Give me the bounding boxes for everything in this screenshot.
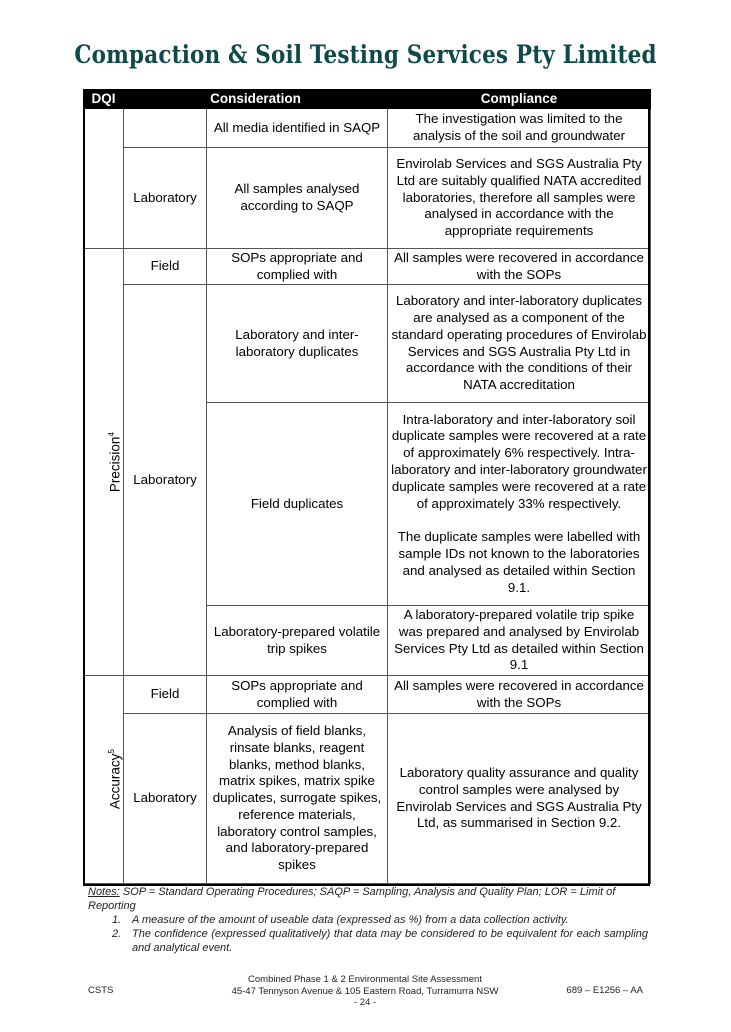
dqi-accuracy: Accuracy$^5$ <box>84 676 124 884</box>
sub-cell: Laboratory <box>124 714 207 884</box>
compliance-cell: Laboratory quality assurance and quality control samples were analysed by Envirolab Services and SGS Australia Pty Ltd, as summarised in Section 9.2. <box>388 714 651 884</box>
note-item: 1. A measure of the amount of useable data (expressed as %) from a data collection activity. <box>112 914 569 926</box>
sub-cell: Field <box>124 249 207 285</box>
footer-right: 689 – E1256 – AA <box>566 985 643 996</box>
compliance-cell: Envirolab Services and SGS Australia Pty Ltd are suitably qualified NATA accredited laboratories, therefore all samples were analysed in accordance with the appropriate requirements <box>388 148 651 249</box>
sub-cell: Laboratory <box>124 148 207 249</box>
notes-section <box>88 885 648 955</box>
consideration-cell: SOPs appropriate and complied with <box>207 249 388 285</box>
sub-cell: Laboratory <box>124 285 207 676</box>
consideration-cell: Field duplicates <box>207 403 388 606</box>
consideration-cell: Analysis of field blanks, rinsate blanks, reagent blanks, method blanks, matrix spikes, matrix spike duplicates, surrogate spikes, reference materials, laboratory control samples, and laboratory-prepared spikes <box>207 714 388 884</box>
table-outer-border <box>83 89 650 886</box>
compliance-cell: Laboratory and inter-laboratory duplicates are analysed as a component of the standard operating procedures of Envirolab Services and SGS Australia Pty Ltd in accordance with the conditions of their NATA accreditation <box>388 285 651 403</box>
consideration-cell: All samples analysed according to SAQP <box>207 148 388 249</box>
compliance-cell: All samples were recovered in accordance with the SOPs <box>388 676 651 714</box>
note-item: 2. The confidence (expressed qualitatively) that data may be considered to be equivalent for each sampling and analytical event. <box>112 928 648 954</box>
footer-center: Combined Phase 1 & 2 Environmental Site Assessment 45-47 Tennyson Avenue & 105 Eastern Road, Turramurra NSW - 24 - <box>231 974 499 1008</box>
compliance-cell: The investigation was limited to the analysis of the soil and groundwater <box>388 109 651 148</box>
footer-left: CSTS <box>88 985 114 996</box>
consideration-cell: All media identified in SAQP <box>207 109 388 148</box>
dqi-precision: Precision$^4$ <box>84 249 124 676</box>
header-compliance: Compliance <box>388 90 651 109</box>
notes-definitions: Notes: SOP = Standard Operating Procedures; SAQP = Sampling, Analysis and Quality Plan; LOR = Limit of Reporting <box>88 886 616 912</box>
consideration-cell: Laboratory and inter-laboratory duplicates <box>207 285 388 403</box>
consideration-cell: SOPs appropriate and complied with <box>207 676 388 714</box>
header-consideration: Consideration <box>124 90 388 109</box>
sub-cell: Field <box>124 676 207 714</box>
compliance-cell: A laboratory-prepared volatile trip spike was prepared and analysed by Envirolab Services Pty Ltd as detailed within Section 9.1 <box>388 606 651 676</box>
compliance-cell: All samples were recovered in accordance with the SOPs <box>388 249 651 285</box>
header-dqi: DQI <box>84 90 124 109</box>
compliance-cell: Intra-laboratory and inter-laboratory soil duplicate samples were recovered at a rate of approximately 6% respectively. Intra-laboratory and inter-laboratory groundwater duplicate samples were recovered at a rate of approximately 33% respectively. The duplicate samples were labelled with sample IDs not known to the laboratories and analysed as detailed within Section 9.1. <box>388 403 651 606</box>
company-title: Compaction & Soil Testing Services Pty Limited <box>74 40 657 69</box>
consideration-cell: Laboratory-prepared volatile trip spikes <box>207 606 388 676</box>
